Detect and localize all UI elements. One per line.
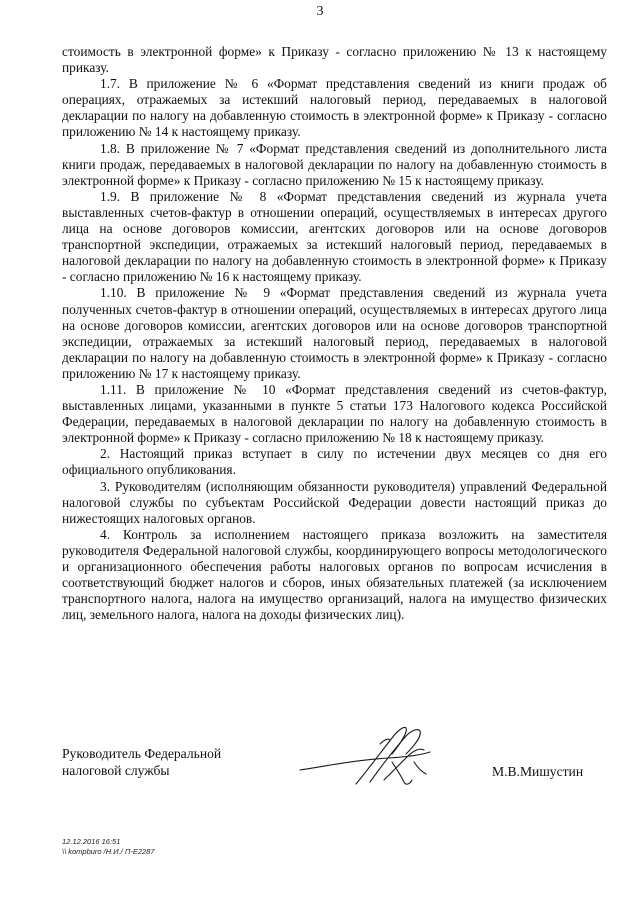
paragraph-1-9: 1.9. В приложение № 8 «Формат представления сведений из журнала учета выставленных счетов-фактур в отношении операций, осуществляемых в интересах другого лица на основе договоров комиссии, агентских договоров или на основе договоров транспортной экспедиции, отражаемых за истекший налоговый период, передаваемых в налоговой декларации по налогу на добавленную стоимость в электронной форме» к Приказу - согласно приложению № 16 к настоящему приказу. bbox=[62, 188, 607, 285]
document-footer bbox=[62, 837, 155, 856]
paragraph-1-8: 1.8. В приложение № 7 «Формат представления сведений из дополнительного листа книги продаж, передаваемых в налоговой декларации по налогу на добавленную стоимость в электронной форме» к Приказу - согласно приложению № 15 к настоящему приказу. bbox=[62, 140, 607, 188]
document-body bbox=[62, 44, 607, 623]
paragraph-continuation: стоимость в электронной форме» к Приказу - согласно приложению № 13 к настоящему приказу. bbox=[62, 44, 607, 76]
paragraph-1-11: 1.11. В приложение № 10 «Формат представления сведений из счетов-фактур, выставленных лицами, указанными в пункте 5 статьи 173 Налогового кодекса Российской Федерации, передаваемых в налоговой декларации по налогу на добавленную стоимость в электронной форме» к Приказу - согласно приложению № 18 к настоящему приказу. bbox=[62, 381, 607, 446]
signer-position-line-1: Руководитель Федеральной bbox=[62, 746, 222, 761]
footer-timestamp: 12.12.2016 16:51 bbox=[62, 837, 121, 846]
signer-position-line-2: налоговой службы bbox=[62, 762, 170, 778]
footer-file-path: \\ kompburo /Н.И./ П-Е2287 bbox=[62, 846, 155, 856]
page-number: 3 bbox=[316, 4, 324, 19]
paragraph-1-7: 1.7. В приложение № 6 «Формат представления сведений из книги продаж об операциях, отражаемых за истекший налоговый период, передаваемых в налоговой декларации по налогу на добавленную стоимость в электронной форме» к Приказу - согласно приложению № 14 к настоящему приказу. bbox=[62, 76, 607, 140]
paragraph-1-10: 1.10. В приложение № 9 «Формат представления сведений из журнала учета полученных счетов-фактур в отношении операций, осуществляемых в интересах другого лица на основе договоров комиссии, агентских договоров или на основе договоров транспортной экспедиции, отражаемых за истекший налоговый период, передаваемых в налоговой декларации по налогу на добавленную стоимость в электронной форме» к Приказу - согласно приложению № 17 к настоящему приказу. bbox=[62, 285, 607, 381]
paragraph-3: 3. Руководителям (исполняющим обязанности руководителя) управлений Федеральной налоговой службы по субъектам Российской Федерации довести настоящий приказ до нижестоящих налоговых органов. bbox=[62, 478, 607, 526]
paragraph-2: 2. Настоящий приказ вступает в силу по истечении двух месяцев со дня его официального опубликования. bbox=[62, 446, 607, 478]
signer-name: М.В.Мишустин bbox=[492, 764, 584, 779]
signer-position bbox=[62, 746, 262, 779]
paragraph-4: 4. Контроль за исполнением настоящего приказа возложить на заместителя руководителя Федеральной налоговой службы, координирующего вопросы методологического и организационного обеспечения работы налоговых органов по вопросам исчисления в соответствующий бюджет налогов и сборов, иных обязательных платежей (за исключением транспортного налога, налога на имущество организаций, налога на имущество физических лиц, земельного налога, налога на доходы физических лиц). bbox=[62, 526, 607, 623]
handwritten-signature bbox=[296, 722, 446, 792]
